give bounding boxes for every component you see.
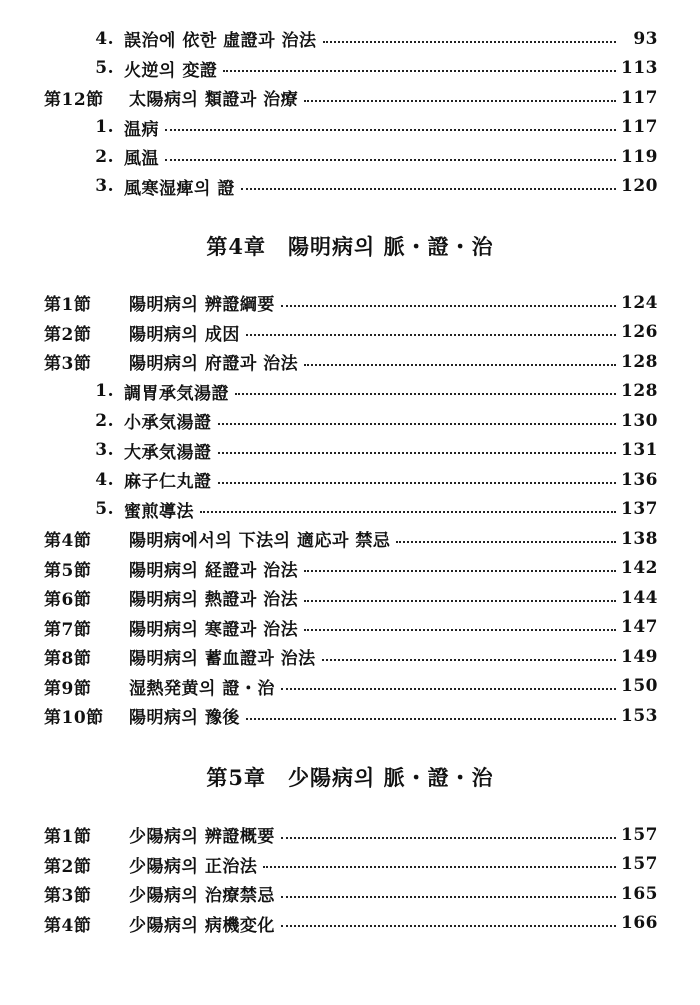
dot-leader [304, 570, 616, 572]
entry-number: 1. [95, 381, 114, 402]
entry-number: 第4節 [44, 915, 92, 936]
dot-leader [281, 688, 616, 690]
entry-title: 陽明病의 寒證과 治法 [129, 619, 299, 640]
toc-section-entry [0, 909, 700, 939]
entry-title: 大承気湯證 [124, 442, 212, 463]
entry-page-number: 119 [621, 146, 658, 167]
entry-number: 3. [95, 176, 114, 197]
entry-title: 調胃承気湯證 [124, 383, 229, 404]
entry-title: 麻子仁丸證 [124, 472, 212, 493]
dot-leader [323, 41, 616, 43]
toc-section-entry [0, 879, 700, 909]
dot-leader [165, 159, 616, 161]
toc-section-entry [0, 318, 700, 348]
dot-leader [322, 659, 616, 661]
entry-page-number: 136 [621, 469, 658, 490]
entry-page-number: 144 [621, 587, 658, 608]
entry-title: 陽明病의 蓄血證과 治法 [129, 649, 316, 670]
entry-number: 第2節 [44, 324, 92, 345]
entry-number: 第4節 [44, 531, 92, 552]
entry-page-number: 117 [621, 87, 658, 108]
entry-page-number: 131 [621, 440, 658, 461]
dot-leader [281, 925, 616, 927]
dot-leader [235, 393, 616, 395]
entry-page-number: 128 [621, 381, 658, 402]
dot-leader [263, 866, 616, 868]
toc-section-entry [0, 642, 700, 672]
toc-section-entry [0, 347, 700, 377]
chapter-5-number: 第5章 [206, 765, 266, 790]
entry-title: 火逆의 変證 [124, 60, 218, 81]
entry-page-number: 113 [621, 58, 658, 79]
entry-page-number: 149 [621, 646, 658, 667]
toc-subitem-entry [0, 406, 700, 436]
entry-page-number: 138 [621, 528, 658, 549]
dot-leader [223, 70, 616, 72]
entry-title: 誤治에 依한 虛證과 治法 [124, 31, 317, 52]
entry-number: 第1節 [44, 827, 92, 848]
entry-page-number: 147 [621, 617, 658, 638]
entry-title: 少陽病의 治療禁忌 [129, 886, 275, 907]
entry-number: 2. [95, 146, 114, 167]
toc-subitem-entry [0, 142, 700, 172]
toc-section-entry [0, 83, 700, 113]
entry-title: 陽明病의 熱證과 治法 [129, 590, 299, 611]
chapter-5-title: 少陽病의 脈・證・治 [288, 765, 494, 790]
dot-leader [218, 452, 617, 454]
toc-subitem-entry [0, 495, 700, 525]
entry-title: 少陽病의 病機変化 [129, 915, 275, 936]
toc-section-entry [0, 672, 700, 702]
entry-page-number: 120 [621, 176, 658, 197]
entry-page-number: 128 [621, 351, 658, 372]
chapter-4-number: 第4章 [206, 234, 266, 259]
entry-number: 3. [95, 440, 114, 461]
entry-title: 陽明病의 辨證綱要 [129, 295, 275, 316]
entry-title: 風寒湿痺의 證 [124, 178, 235, 199]
entry-number: 第2節 [44, 856, 92, 877]
entry-title: 蜜煎導法 [124, 501, 194, 522]
entry-page-number: 117 [621, 117, 658, 138]
toc-subitem-entry [0, 54, 700, 84]
toc-section-entry [0, 583, 700, 613]
entry-number: 5. [95, 499, 114, 520]
dot-leader [396, 541, 616, 543]
entry-number: 第8節 [44, 649, 92, 670]
toc-subitem-entry [0, 24, 700, 54]
dot-leader [304, 100, 616, 102]
entry-page-number: 150 [621, 676, 658, 697]
entry-number: 第6節 [44, 590, 92, 611]
dot-leader [304, 600, 616, 602]
entry-number: 1. [95, 117, 114, 138]
entry-title: 少陽病의 辨證概要 [129, 827, 275, 848]
dot-leader [246, 718, 616, 720]
entry-page-number: 130 [621, 410, 658, 431]
toc-section-entry [0, 524, 700, 554]
toc-subitem-entry [0, 172, 700, 202]
entry-number: 2. [95, 410, 114, 431]
entry-page-number: 142 [621, 558, 658, 579]
toc-section-entry [0, 701, 700, 731]
entry-title: 温病 [124, 119, 159, 140]
dot-leader [165, 129, 616, 131]
dot-leader [281, 305, 616, 307]
dot-leader [304, 364, 616, 366]
entry-number: 第3節 [44, 354, 92, 375]
entry-title: 陽明病에서의 下法의 適応과 禁忌 [129, 531, 391, 552]
entry-page-number: 93 [633, 28, 658, 49]
entry-title: 風温 [124, 149, 159, 170]
dot-leader [218, 423, 617, 425]
dot-leader [241, 188, 616, 190]
entry-page-number: 166 [621, 913, 658, 934]
entry-page-number: 124 [621, 292, 658, 313]
entry-title: 湿熱発黄의 證・治 [129, 678, 275, 699]
dot-leader [281, 896, 616, 898]
entry-page-number: 126 [621, 322, 658, 343]
entry-number: 第12節 [44, 90, 104, 111]
toc-subitem-entry [0, 465, 700, 495]
toc-section-entry [0, 820, 700, 850]
chapter-4-title: 陽明病의 脈・證・治 [288, 234, 494, 259]
entry-number: 第7節 [44, 619, 92, 640]
dot-leader [304, 629, 616, 631]
entry-page-number: 165 [621, 883, 658, 904]
entry-number: 第10節 [44, 708, 104, 729]
entry-number: 第9節 [44, 678, 92, 699]
chapter-5-heading [0, 762, 700, 792]
toc-subitem-entry [0, 113, 700, 143]
entry-number: 4. [95, 28, 114, 49]
entry-page-number: 153 [621, 705, 658, 726]
dot-leader [281, 837, 616, 839]
dot-leader [200, 511, 616, 513]
entry-title: 陽明病의 経證과 治法 [129, 560, 299, 581]
toc-list-chapter-4 [0, 288, 700, 731]
entry-number: 第1節 [44, 295, 92, 316]
toc-subitem-entry [0, 436, 700, 466]
toc-section-entry [0, 288, 700, 318]
entry-number: 5. [95, 58, 114, 79]
toc-section-entry [0, 850, 700, 880]
entry-number: 第3節 [44, 886, 92, 907]
toc-list-chapter-5 [0, 820, 700, 938]
entry-page-number: 157 [621, 824, 658, 845]
toc-list-top [0, 24, 700, 201]
entry-title: 陽明病의 豫後 [129, 708, 240, 729]
entry-title: 少陽病의 正治法 [129, 856, 258, 877]
entry-number: 4. [95, 469, 114, 490]
entry-title: 太陽病의 類證과 治療 [129, 90, 299, 111]
entry-title: 陽明病의 府證과 治法 [129, 354, 299, 375]
entry-page-number: 137 [621, 499, 658, 520]
toc-section-entry [0, 554, 700, 584]
entry-title: 陽明病의 成因 [129, 324, 240, 345]
dot-leader [218, 482, 617, 484]
entry-title: 小承気湯證 [124, 413, 212, 434]
entry-number: 第5節 [44, 560, 92, 581]
entry-page-number: 157 [621, 854, 658, 875]
toc-section-entry [0, 613, 700, 643]
chapter-4-heading [0, 231, 700, 261]
dot-leader [246, 334, 616, 336]
toc-subitem-entry [0, 377, 700, 407]
